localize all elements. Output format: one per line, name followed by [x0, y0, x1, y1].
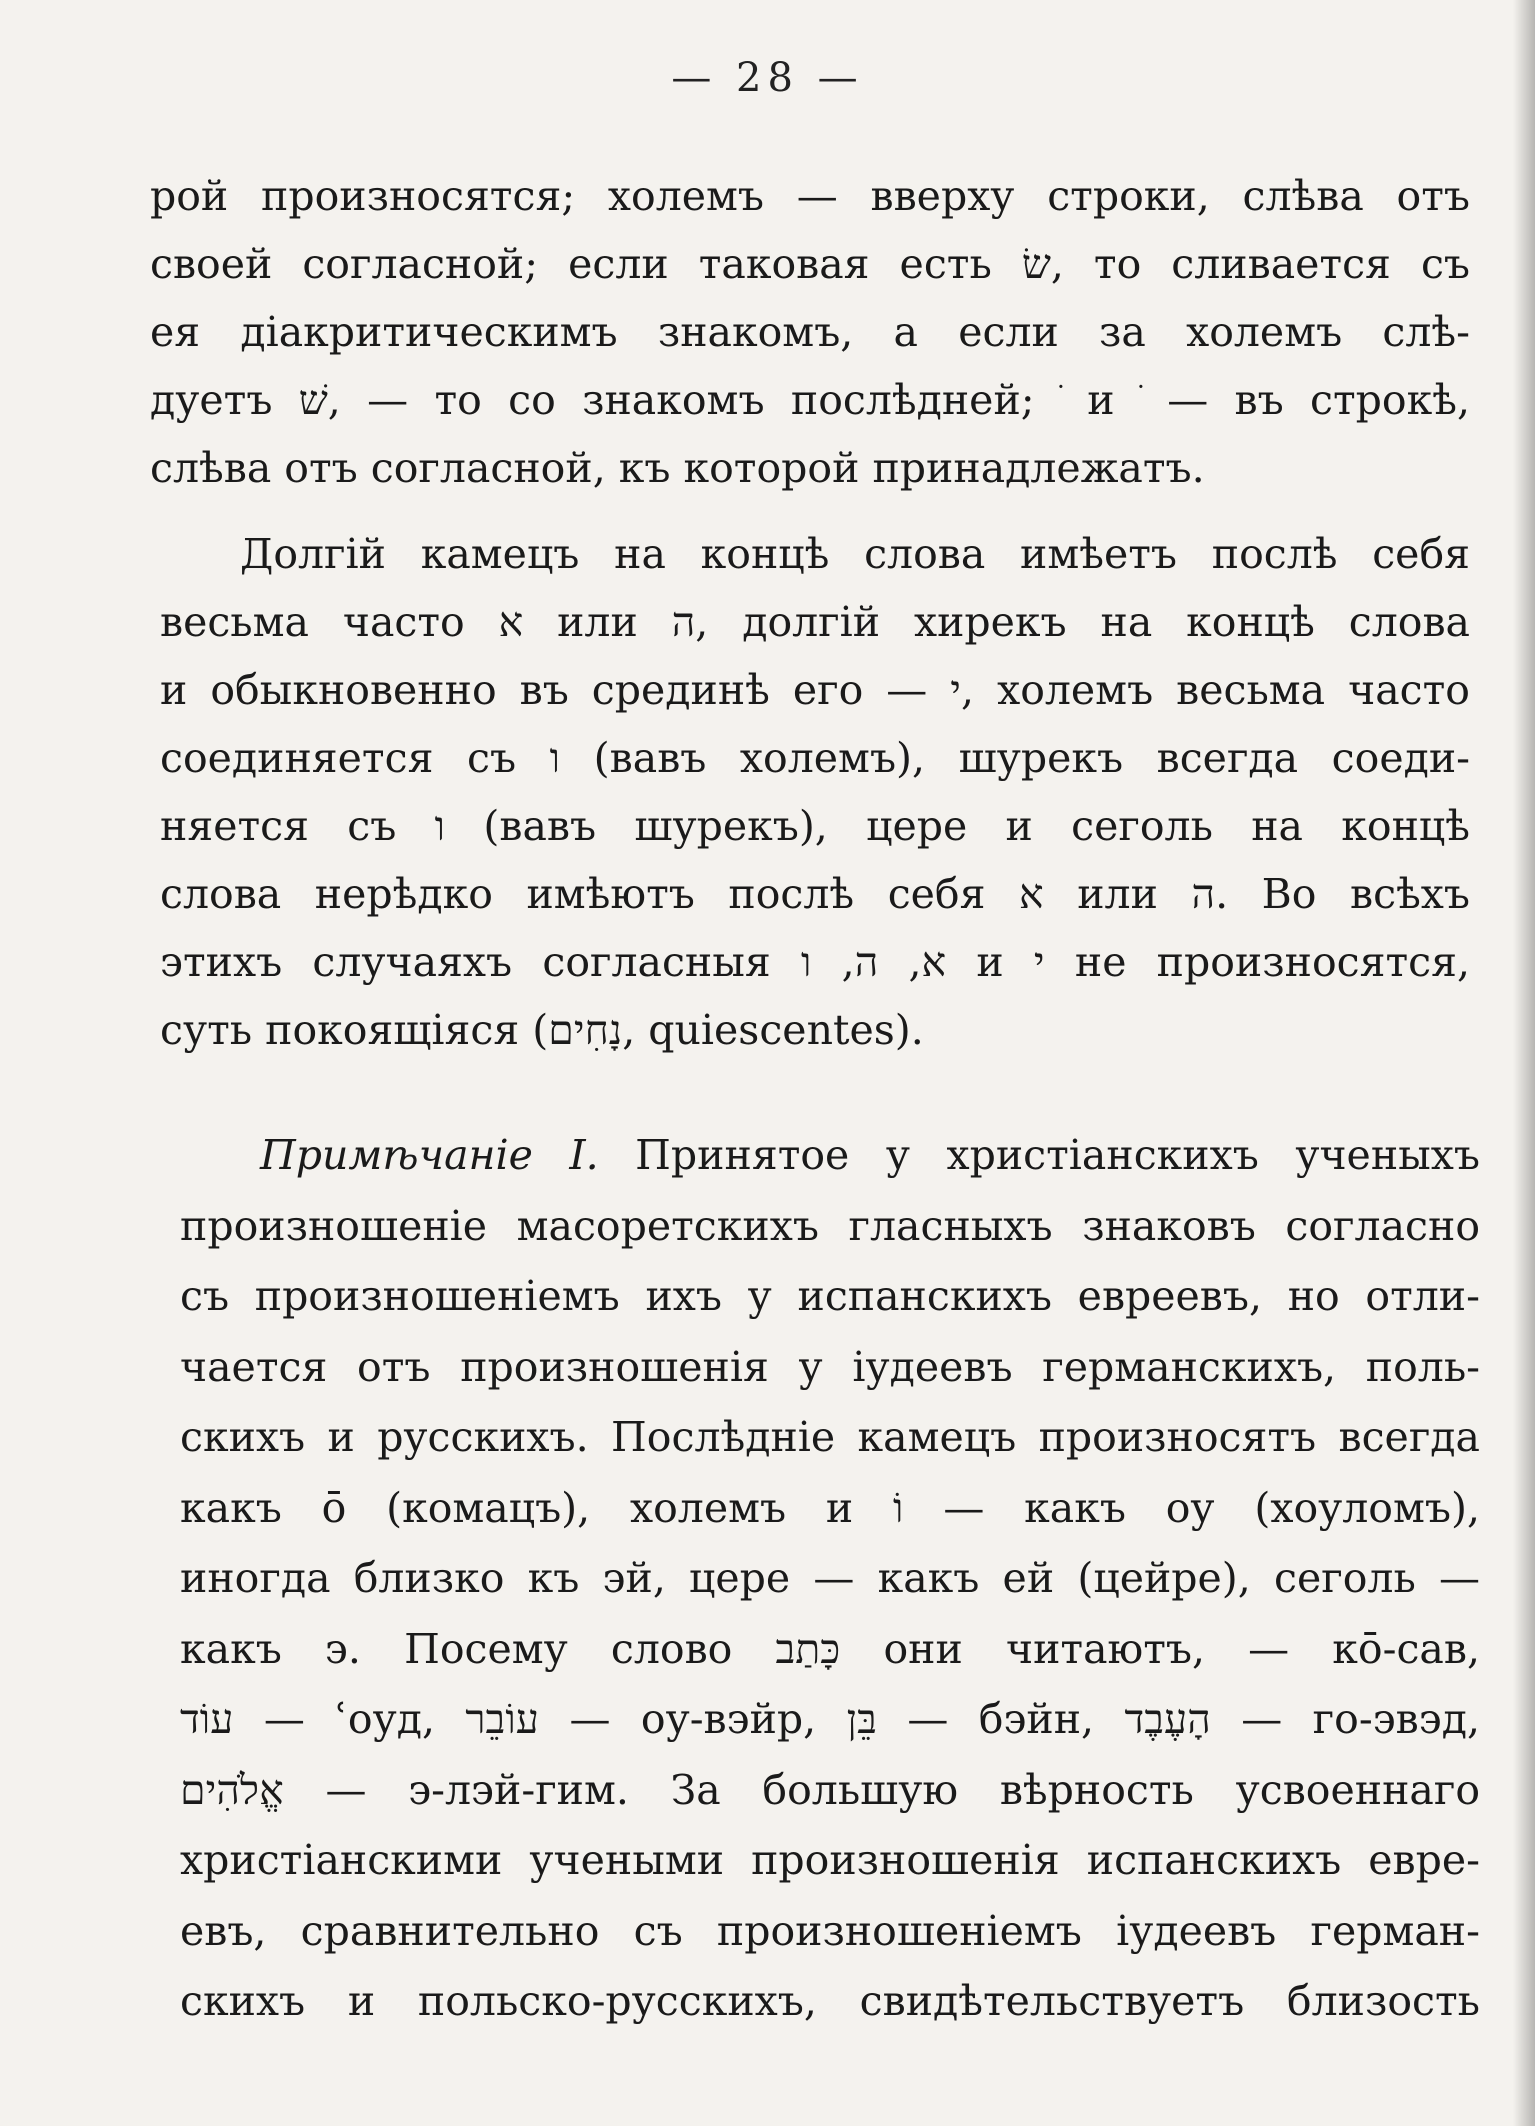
- text-line: няется съ ו (вавъ шурекъ), цере и сеголь на концѣ: [160, 802, 1470, 850]
- note-label: Примѣчаніе I.: [260, 1131, 599, 1179]
- text-line: אֱלֹהִים — э-лэй-гим. За большую вѣрность усвоеннаго: [180, 1765, 1480, 1814]
- text-line: слѣва отъ согласной, къ которой принадлежатъ.: [150, 444, 1205, 492]
- paragraph-2: [160, 520, 1470, 1064]
- text-line: чается отъ произношенія у іудеевъ германскихъ, поль-: [180, 1342, 1480, 1391]
- paragraph-1: [150, 162, 1470, 502]
- text-line: суть покоящіяся (נָחִים, quiescentes).: [160, 1006, 924, 1054]
- page-number: — 28 —: [671, 55, 864, 101]
- text-line: иногда близко къ эй, цере — какъ ей (цейре), сеголь —: [180, 1554, 1480, 1602]
- text-line: своей согласной; если таковая есть שׂ, то сливается съ: [150, 240, 1470, 288]
- text-line: ея діакритическимъ знакомъ, а если за холемъ слѣ-: [150, 308, 1470, 356]
- text-line: съ произношеніемъ ихъ у испанскихъ евреевъ, но отли-: [180, 1272, 1480, 1320]
- text-line: и обыкновенно въ срединѣ его — י, холемъ весьма часто: [160, 666, 1470, 714]
- text-line: Долгій камецъ на концѣ слова имѣетъ послѣ себя: [240, 530, 1470, 578]
- page-edge-shadow: [1513, 0, 1535, 2126]
- text-line: евъ, сравнительно съ произношеніемъ іудеевъ герман-: [180, 1906, 1480, 1955]
- text-line: какъ ō (комацъ), холемъ и וֹ — какъ оу (хоуломъ),: [180, 1483, 1480, 1532]
- text-line: какъ э. Посему слово כָּתַב они читаютъ, — кō-сав,: [180, 1624, 1480, 1673]
- text-line: соединяется съ ו (вавъ холемъ), шурекъ всегда соеди-: [160, 734, 1470, 782]
- text-line: слова нерѣдко имѣютъ послѣ себя א или ה. Во всѣхъ: [160, 870, 1470, 918]
- note-paragraph: [180, 1120, 1480, 2037]
- note-first-line: [180, 1120, 1480, 1191]
- text-line: скихъ и польско-русскихъ, свидѣтельствуетъ близость: [180, 1977, 1480, 2025]
- text-line: весьма часто א или ה, долгій хирекъ на концѣ слова: [160, 598, 1470, 646]
- text-line: произношеніе масоретскихъ гласныхъ знаковъ согласно: [180, 1201, 1480, 1250]
- text-line: дуетъ שׁ, — то со знакомъ послѣдней; ׂ и ֹ — въ строкѣ,: [150, 376, 1470, 424]
- text-line: христіанскими учеными произношенія испанскихъ евре-: [180, 1836, 1480, 1884]
- note-first-line-text: Принятое у христіанскихъ ученыхъ: [635, 1131, 1480, 1179]
- text-line: этихъ случаяхъ согласныя א, ה, ו и י не произносятся,: [160, 938, 1470, 986]
- text-line: עוֹד — ʿоуд, עוֹבֵר — оу-вэйр, בֵּן — бэйн, הָעֶבֶד — го-эвэд,: [180, 1695, 1480, 1743]
- text-line: рой произносятся; холемъ — вверху строки, слѣва отъ: [150, 172, 1470, 220]
- text-line: скихъ и русскихъ. Послѣдніе камецъ произносятъ всегда: [180, 1413, 1480, 1461]
